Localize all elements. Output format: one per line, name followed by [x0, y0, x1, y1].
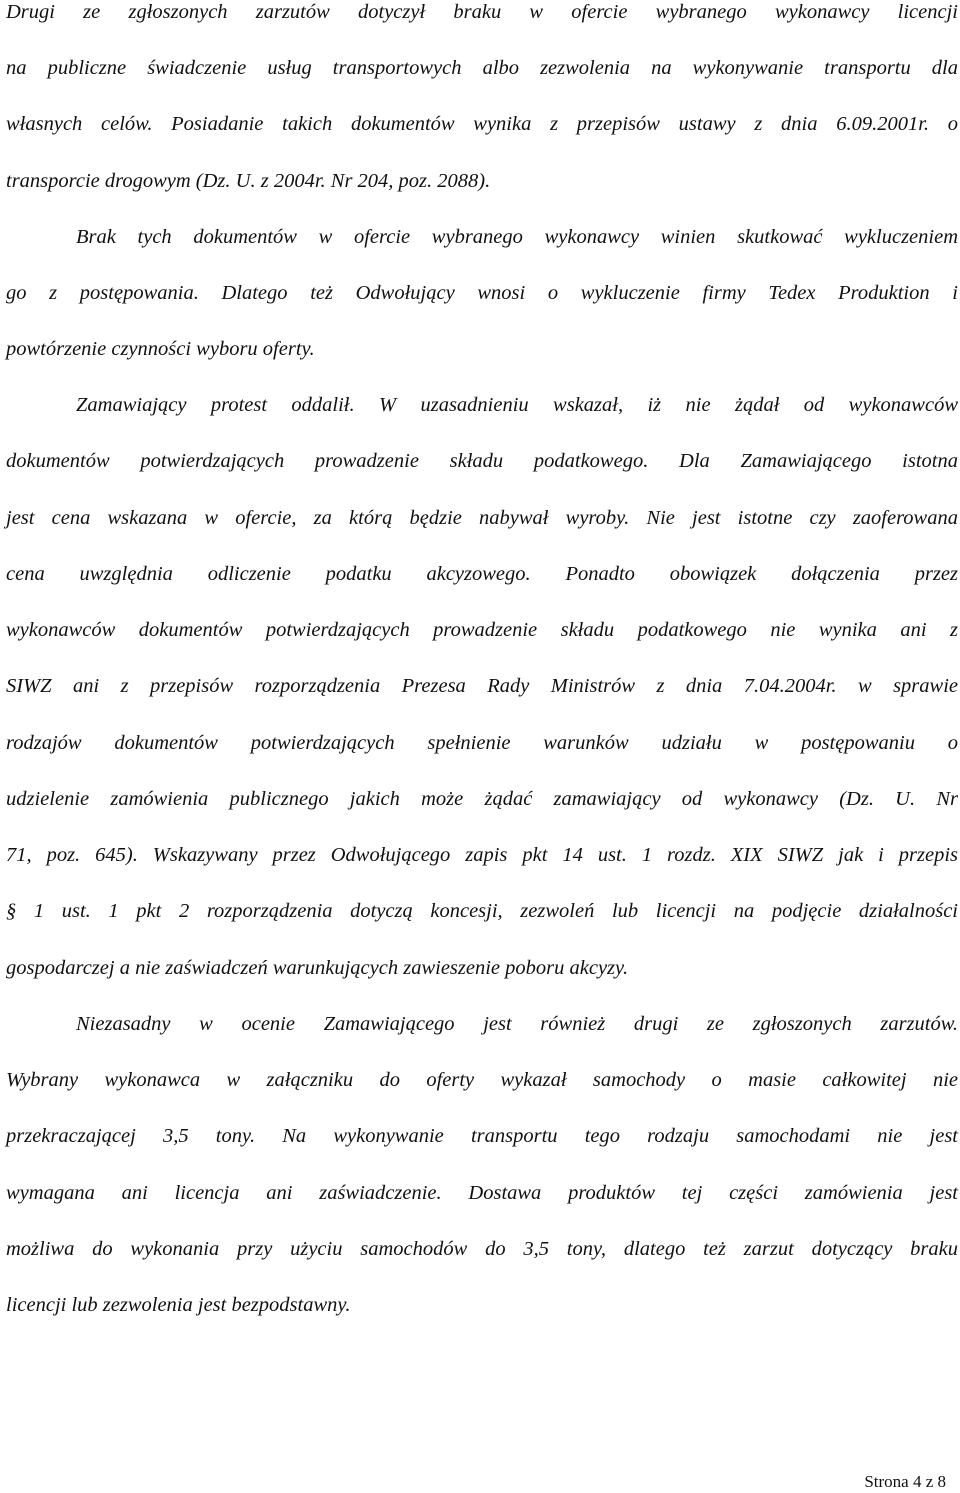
text-line: SIWZ ani z przepisów rozporządzenia Prezesa Rady Ministrów z dnia 7.04.2004r. w sprawie — [6, 675, 958, 697]
text-line: rodzajów dokumentów potwierdzających spełnienie warunków udziału w postępowaniu o — [6, 732, 958, 754]
text-line: na publiczne świadczenie usług transportowych albo zezwolenia na wykonywanie transportu dla — [6, 57, 958, 79]
text-line: dokumentów potwierdzających prowadzenie składu podatkowego. Dla Zamawiającego istotna — [6, 450, 958, 472]
text-line: Zamawiający protest oddalił. W uzasadnieniu wskazał, iż nie żądał od wykonawców — [76, 394, 958, 416]
text-line: możliwa do wykonania przy użyciu samochodów do 3,5 tony, dlatego też zarzut dotyczący braku — [6, 1238, 958, 1260]
text-line: Brak tych dokumentów w ofercie wybranego wykonawcy winien skutkować wykluczeniem — [76, 226, 958, 248]
page-number: Strona 4 z 8 — [864, 1472, 946, 1491]
text-line: 71, poz. 645). Wskazywany przez Odwołującego zapis pkt 14 ust. 1 rozdz. XIX SIWZ jak i przepis — [6, 844, 958, 866]
text-line: jest cena wskazana w ofercie, za którą będzie nabywał wyroby. Nie jest istotne czy zaoferowana — [6, 507, 958, 529]
text-line: gospodarczej a nie zaświadczeń warunkujących zawieszenie poboru akcyzy. — [6, 957, 629, 979]
text-line: transporcie drogowym (Dz. U. z 2004r. Nr 204, poz. 2088). — [6, 170, 491, 192]
text-line: udzielenie zamówienia publicznego jakich może żądać zamawiający od wykonawcy (Dz. U. Nr — [6, 788, 958, 810]
text-line: cena uwzględnia odliczenie podatku akcyzowego. Ponadto obowiązek dołączenia przez — [6, 563, 958, 585]
text-line: Wybrany wykonawca w załączniku do oferty wykazał samochody o masie całkowitej nie — [6, 1069, 958, 1091]
text-line: go z postępowania. Dlatego też Odwołujący wnosi o wykluczenie firmy Tedex Produktion i — [6, 282, 958, 304]
text-line: powtórzenie czynności wyboru oferty. — [6, 338, 315, 360]
text-line: licencji lub zezwolenia jest bezpodstawny. — [6, 1294, 351, 1316]
text-line: przekraczającej 3,5 tony. Na wykonywanie transportu tego rodzaju samochodami nie jest — [6, 1125, 958, 1147]
text-line: wykonawców dokumentów potwierdzających prowadzenie składu podatkowego nie wynika ani z — [6, 619, 958, 641]
text-line: wymagana ani licencja ani zaświadczenie. Dostawa produktów tej części zamówienia jest — [6, 1182, 958, 1204]
text-line: Drugi ze zgłoszonych zarzutów dotyczył braku w ofercie wybranego wykonawcy licencji — [6, 1, 958, 23]
text-line: Niezasadny w ocenie Zamawiającego jest również drugi ze zgłoszonych zarzutów. — [76, 1013, 958, 1035]
text-line: własnych celów. Posiadanie takich dokumentów wynika z przepisów ustawy z dnia 6.09.2001r. o — [6, 113, 958, 135]
text-line: § 1 ust. 1 pkt 2 rozporządzenia dotyczą koncesji, zezwoleń lub licencji na podjęcie działalności — [6, 900, 958, 922]
